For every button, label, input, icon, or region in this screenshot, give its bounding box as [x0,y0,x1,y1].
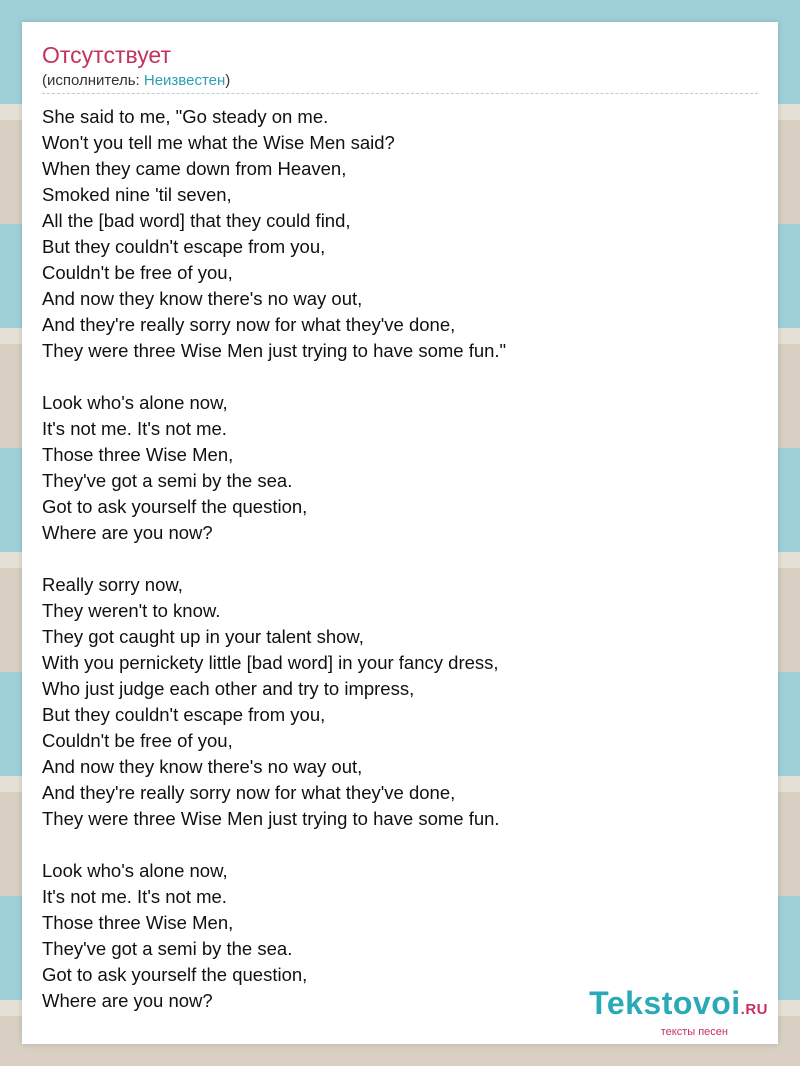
lyric-line: It's not me. It's not me. [42,418,227,439]
lyric-line: They got caught up in your talent show, [42,626,364,647]
lyric-line: She said to me, "Go steady on me. [42,106,329,127]
artist-prefix: (исполнитель: [42,72,144,89]
lyric-line: They've got a semi by the sea. [42,470,293,491]
lyric-line: It's not me. It's not me. [42,886,227,907]
lyric-line: When they came down from Heaven, [42,158,347,179]
lyric-line: Those three Wise Men, [42,912,234,933]
lyric-line: Won't you tell me what the Wise Men said? [42,132,395,153]
artist-link[interactable]: Неизвестен [143,72,226,89]
stanza-gap [42,364,758,390]
lyric-line: Where are you now? [42,990,213,1011]
lyric-line: All the [bad word] that they could find, [42,210,351,231]
lyric-line: Look who's alone now, [42,392,228,413]
lyric-line: Who just judge each other and try to impress, [42,678,415,699]
lyric-line: And now they know there's no way out, [42,288,363,309]
lyric-line: They weren't to know. [42,600,221,621]
lyric-line: With you pernickety little [bad word] in your fancy dress, [42,652,499,673]
lyric-line: But they couldn't escape from you, [42,704,326,725]
song-title: Отсутствует [42,42,171,68]
lyric-line: Really sorry now, [42,574,183,595]
lyric-line: Where are you now? [42,522,213,543]
logo-tagline: тексты песен [660,1026,728,1038]
lyric-line: But they couldn't escape from you, [42,236,326,257]
lyric-line: They were three Wise Men just trying to have some fun. [42,808,500,829]
artist-suffix: ) [225,72,231,89]
artist-line [42,72,758,94]
lyric-line: Got to ask yourself the question, [42,496,308,517]
lyric-line: And they're really sorry now for what they've done, [42,782,456,803]
lyric-line: And now they know there's no way out, [42,756,363,777]
stanza-gap [42,832,758,858]
logo-tld: .RU [740,1001,768,1018]
logo-main-text: Tekstovoi [589,985,741,1021]
lyric-line: Those three Wise Men, [42,444,234,465]
lyric-line: Got to ask yourself the question, [42,964,308,985]
logo-wordmark [589,987,768,1026]
lyric-line: Look who's alone now, [42,860,228,881]
lyric-line: Smoked nine 'til seven, [42,184,232,205]
lyric-line: And they're really sorry now for what they've done, [42,314,456,335]
lyric-line: They've got a semi by the sea. [42,938,293,959]
lyric-line: Couldn't be free of you, [42,262,233,283]
stanza-gap [42,546,758,572]
lyric-line: They were three Wise Men just trying to have some fun." [42,340,507,361]
lyrics-body [42,104,758,1014]
lyrics-card [22,22,778,1044]
lyric-line: Couldn't be free of you, [42,730,233,751]
site-logo[interactable] [589,987,768,1038]
